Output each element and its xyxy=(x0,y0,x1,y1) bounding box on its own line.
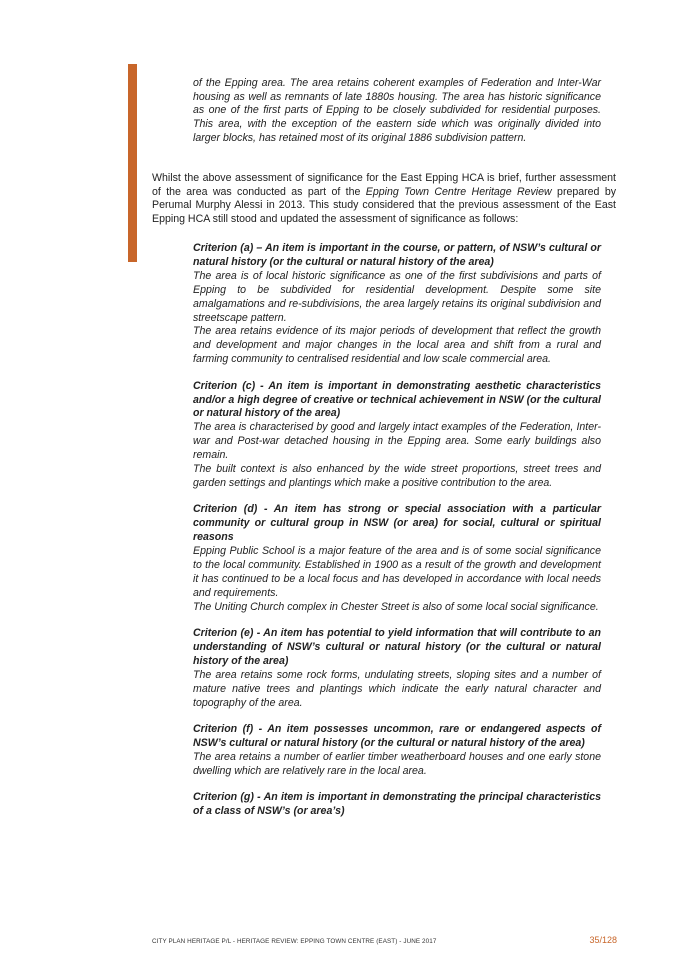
intro-paragraph-start: Whilst the above assessment of significance for the East Epping HCA is brief, further assessment of the area was conducted as part of the xyxy=(152,171,616,198)
criterion-heading: Criterion (e) - An item has potential to yield information that will contribute to an understanding of NSW’s cultural or natural history (or the cultural or natural history of the area) xyxy=(193,627,601,667)
criterion-text: The built context is also enhanced by the wide street proportions, street trees and garden settings and plantings which make a positive contribution to the area. xyxy=(193,463,601,489)
criterion-text: The area retains evidence of its major periods of development that reflect the growth and development and major changes in the local area and shift from a rural and farming community to centralised residential and low scale commercial area. xyxy=(193,325,601,366)
criterion-text: The area is of local historic significance as one of the first subdivisions and parts of Epping to be subdivided for residential development. Despite some site amalgamations and re-subdivisions, the area largely retains its original subdivision and streetscape pattern. xyxy=(193,269,601,324)
criterion-text: The area is characterised by good and largely intact examples of the Federation, Inter-war and Post-war detached housing in the Epping area. Some early buildings also remain. xyxy=(193,421,601,462)
quoted-assessment: of the Epping area. The area retains coherent examples of Federation and Inter-War housing as well as remnants of late 1880s housing. The area has historic significance as one of the first parts of Epping to be closely subdivided for residential purposes. This area, with the exception of the eastern side which was originally divided into larger blocks, has retained most of its original 1886 subdivision pattern. xyxy=(193,76,601,145)
criterion-g xyxy=(193,791,601,819)
criterion-heading: Criterion (d) - An item has strong or special association with a particular community or cultural group in NSW (or area) for social, cultural or spiritual reasons xyxy=(193,503,601,544)
criterion-heading: Criterion (g) - An item is important in demonstrating the principal characteristics of a class of NSW’s (or area’s) xyxy=(193,791,601,818)
criterion-heading: Criterion (f) - An item possesses uncommon, rare or endangered aspects of NSW’s cultural or natural history (or the cultural or natural history of the area) xyxy=(193,723,601,749)
criterion-heading: Criterion (a) – An item is important in the course, or pattern, of NSW’s cultural or natural history (or the cultural or natural history of the area) xyxy=(193,242,601,268)
criterion-d xyxy=(193,503,601,614)
criterion-c xyxy=(193,380,601,491)
criterion-text: The Uniting Church complex in Chester Street is also of some local social significance. xyxy=(193,600,599,613)
page-number: 35/128 xyxy=(589,935,617,945)
criterion-e xyxy=(193,627,601,710)
review-title: Epping Town Centre Heritage Review xyxy=(365,185,552,198)
intro-paragraph-end: prepared by Perumal Murphy Alessi in 2013. This study considered that the previous assessment of the East Epping HCA still stood and updated the assessment of significance as follows: xyxy=(152,185,617,226)
criterion-f xyxy=(193,723,601,779)
criterion-text: Epping Public School is a major feature of the area and is of some social significance to the local community. Established in 1900 as a result of the growth and development it has continued to be a local focus and has developed in accordance with local needs and requirements. xyxy=(193,545,601,599)
intro-paragraph xyxy=(152,172,616,228)
criterion-text: The area retains some rock forms, undulating streets, sloping sites and a number of mature native trees and plantings which indicate the early natural character and topography of the area. xyxy=(193,668,601,709)
footer-document-title: CITY PLAN HERITAGE P/L - HERITAGE REVIEW: EPPING TOWN CENTRE (EAST) - JUNE 2017 xyxy=(152,938,437,945)
accent-bar xyxy=(128,64,137,262)
criterion-a xyxy=(193,242,601,367)
criteria-list xyxy=(193,242,601,832)
criterion-heading: Criterion (c) - An item is important in demonstrating aesthetic characteristics and/or a high degree of creative or technical achievement in NSW (or the cultural or natural history of the area) xyxy=(193,379,601,420)
criterion-text: The area retains a number of earlier timber weatherboard houses and one early stone dwelling which are relatively rare in the local area. xyxy=(193,750,601,777)
